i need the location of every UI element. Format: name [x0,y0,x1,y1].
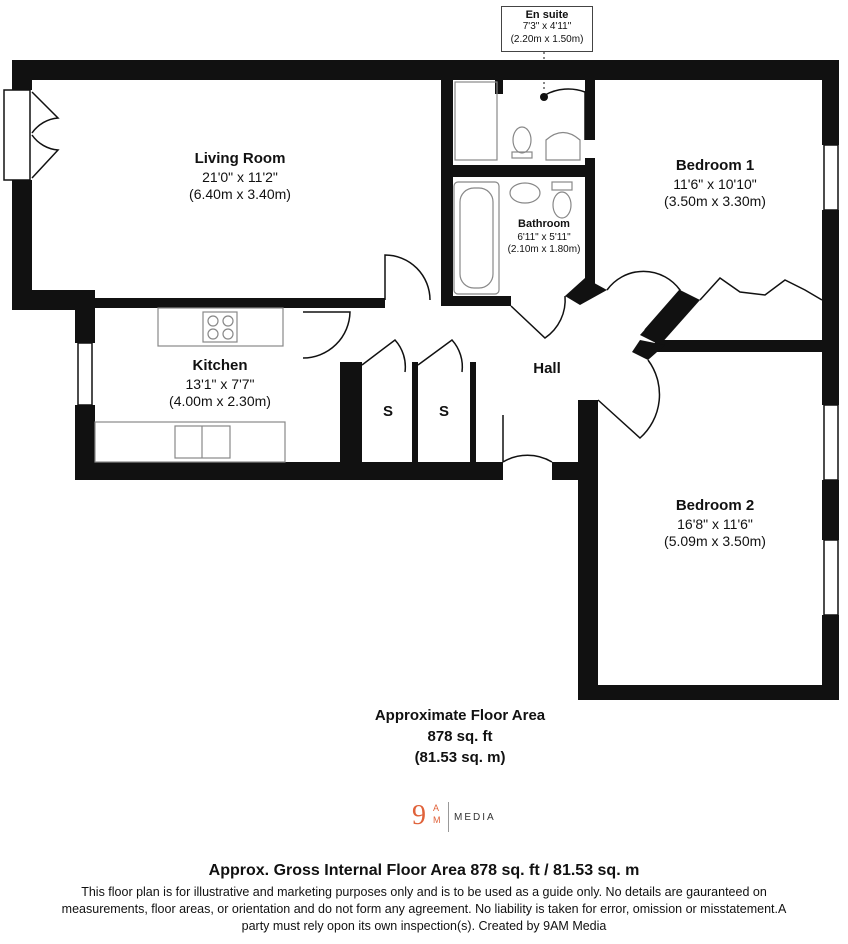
bedroom2-name: Bedroom 2 [675,497,755,514]
window-bedroom2-a [824,405,838,480]
door-living-french-b [32,135,58,178]
hob-ring-2 [223,316,233,326]
wall-right-1 [822,60,839,145]
logo-divider [448,802,449,832]
wall-store-b [412,362,418,462]
bedroom2-label [630,497,800,551]
walls [12,60,839,700]
hall-label [515,360,579,379]
bathroom-toilet-cistern [552,182,572,190]
door-bathroom [511,296,565,338]
store1-label: S [383,403,394,420]
kitchen-metric: (4.00m x 2.30m) [169,393,271,410]
floor-area-title: Approximate Floor Area [374,707,546,724]
wall-ensuite-bottom [441,165,591,177]
bedroom1-name: Bedroom 1 [675,157,755,174]
wall-bed-divider [655,340,839,352]
hob-ring-4 [223,329,233,339]
hob-ring-3 [208,329,218,339]
wall-bath-bottom [441,296,511,306]
wardrobe-doors [700,278,822,300]
kitchen-counter-top [158,308,283,346]
hall-name: Hall [533,360,561,377]
gross-internal-area: Approx. Gross Internal Floor Area 878 sq. ft / 81.53 sq. m [208,862,640,879]
kitchen-imperial: 13'1" x 7'7" [185,375,255,392]
wall-store-a [356,362,362,462]
door-living-french-a [32,92,58,133]
door-bedroom2 [598,360,659,438]
kitchen-name: Kitchen [192,357,248,374]
wall-kitchen-bottom [75,462,503,480]
door-store1 [362,340,405,372]
kitchen-label [140,357,300,411]
door-living-hall [385,255,430,300]
door-store2 [418,340,462,372]
store2-label: S [439,403,450,420]
floor-area-summary [330,705,590,768]
living-room-label [160,150,320,204]
wall-top [12,60,839,80]
wall-left-upper [12,60,32,90]
bedroom1-imperial: 11'6" x 10'10" [673,175,757,192]
wall-right-3 [822,480,839,540]
floor-area-sqm: (81.53 sq. m) [414,749,506,766]
9am-media-logo [408,800,508,834]
wall-bath-left [441,80,453,302]
logo-am-top: A [433,803,440,813]
logo-word: MEDIA [454,812,496,823]
door-hall-front [503,455,552,462]
wall-right-2 [822,210,839,405]
kitchen-counter-bottom [95,422,285,462]
wall-living-kitchen [75,298,385,308]
bath-inner [460,188,493,288]
ensuite-toilet-icon [513,127,531,153]
wall-bedroom2-bottom [578,685,839,700]
bathroom-toilet-icon [553,192,571,218]
logo-am-bottom: M [433,815,441,825]
bathroom-metric: (2.10m x 1.80m) [507,244,581,256]
wall-bedroom2-left [578,400,598,700]
ensuite-sink-icon [546,133,580,161]
bedroom2-metric: (5.09m x 3.50m) [664,533,766,550]
ensuite-name: En suite [525,9,569,21]
bedroom1-metric: (3.50m x 3.30m) [664,193,766,210]
ensuite-shower-icon [455,82,497,160]
bathroom-label [500,218,588,257]
window-living [4,90,30,180]
floor-area-sqft: 878 sq. ft [427,728,493,745]
living-room-imperial: 21'0" x 11'2" [202,168,278,185]
living-room-name: Living Room [194,150,286,167]
bedroom1-label [630,157,800,211]
door-kitchen-hall [303,312,350,358]
shower-drain-icon [540,93,548,101]
wall-hall-diag-bed1 [640,290,700,345]
disclaimer-text: This floor plan is for illustrative and marketing purposes only and is to be used as a guide only. No details are gauranteed on measurements, floor areas, or orientation and do not form any agreement. No liability is taken for error, omission or misstatement.A party must rely opon its own inspection(s). Created by 9AM Media [61,885,787,933]
window-kitchen [78,343,92,405]
logo-numeral: 9 [412,800,426,831]
ensuite-metric: (2.20m x 1.50m) [510,33,584,45]
bathroom-sink-icon [510,183,540,203]
logo-am [433,802,441,826]
window-bedroom2-b [824,540,838,615]
wall-right-4 [822,615,839,700]
bathroom-imperial: 6'11" x 5'11" [517,231,571,243]
wall-left-jog-top [12,290,95,310]
bathroom-name: Bathroom [518,218,570,230]
wall-bath-right [585,80,595,140]
ensuite-label [501,6,593,52]
wall-store-c [470,362,476,462]
ensuite-imperial: 7'3" x 4'11" [522,21,572,32]
hob-ring-1 [208,316,218,326]
wall-hall-diag-right [565,278,607,305]
living-room-metric: (6.40m x 3.40m) [189,186,291,203]
window-bedroom1 [824,145,838,210]
bedroom2-imperial: 16'8" x 11'6" [677,515,753,532]
